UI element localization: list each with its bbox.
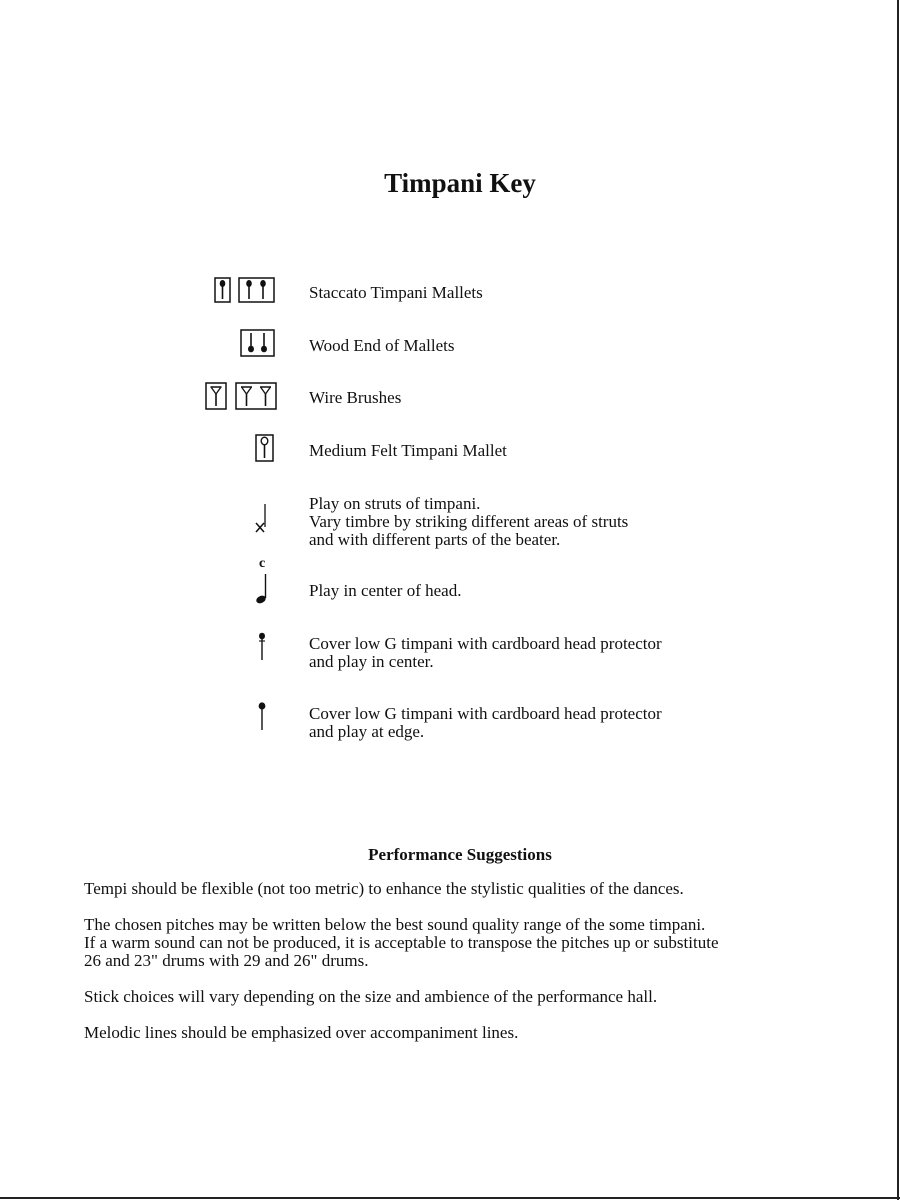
key-item-description (309, 389, 401, 407)
key-item-line: Cover low G timpani with cardboard head protector (309, 634, 662, 653)
key-item-description (309, 582, 461, 600)
paragraph-line: Stick choices will vary depending on the size and ambience of the performance hall. (84, 987, 658, 1006)
wood-end-mallets-icon (240, 329, 276, 357)
staccato-mallets-icon (214, 277, 276, 303)
key-item-description (309, 337, 454, 355)
wire-brushes-icon (205, 382, 277, 410)
paragraph (84, 988, 657, 1006)
paragraph-line: 26 and 23" drums with 29 and 26" drums. (84, 951, 369, 970)
key-item-line: Vary timbre by striking different areas of struts (309, 512, 629, 531)
page-border (0, 1197, 900, 1199)
key-item-line: Cover low G timpani with cardboard head protector (309, 704, 662, 723)
paragraph (84, 916, 719, 970)
key-item-line: Medium Felt Timpani Mallet (309, 441, 507, 460)
key-item-description (309, 635, 662, 671)
paragraph (84, 1024, 518, 1042)
key-item-line: Staccato Timpani Mallets (309, 283, 483, 302)
cardboard-center-icon (254, 631, 270, 661)
key-item-description (309, 284, 483, 302)
paragraph-line: Tempi should be flexible (not too metric) to enhance the stylistic qualities of the dances. (84, 879, 684, 898)
key-item-line: Play in center of head. (309, 581, 462, 600)
key-item-line: Wire Brushes (309, 388, 402, 407)
center-mark: c (259, 556, 266, 571)
cardboard-edge-icon (254, 701, 270, 731)
key-item-line: and play at edge. (309, 722, 425, 741)
x-notehead-icon (253, 502, 269, 534)
section-heading: Performance Suggestions (368, 845, 552, 864)
paragraph (84, 880, 684, 898)
paragraph-line: The chosen pitches may be written below the best sound quality range of the some timpani. (84, 915, 706, 934)
key-item-description (309, 705, 662, 741)
key-item-line: Play on struts of timpani. (309, 494, 481, 513)
paragraph-line: Melodic lines should be emphasized over accompaniment lines. (84, 1023, 519, 1042)
key-item-line: Wood End of Mallets (309, 336, 455, 355)
medium-felt-mallet-icon (255, 434, 275, 462)
key-item-line: and with different parts of the beater. (309, 530, 561, 549)
key-item-description (309, 442, 507, 460)
center-note-icon (253, 573, 269, 605)
key-item-description (309, 495, 628, 549)
paragraph-line: If a warm sound can not be produced, it is acceptable to transpose the pitches up or substitute (84, 933, 719, 952)
key-item-line: and play in center. (309, 652, 434, 671)
page-title: Timpani Key (384, 168, 536, 198)
